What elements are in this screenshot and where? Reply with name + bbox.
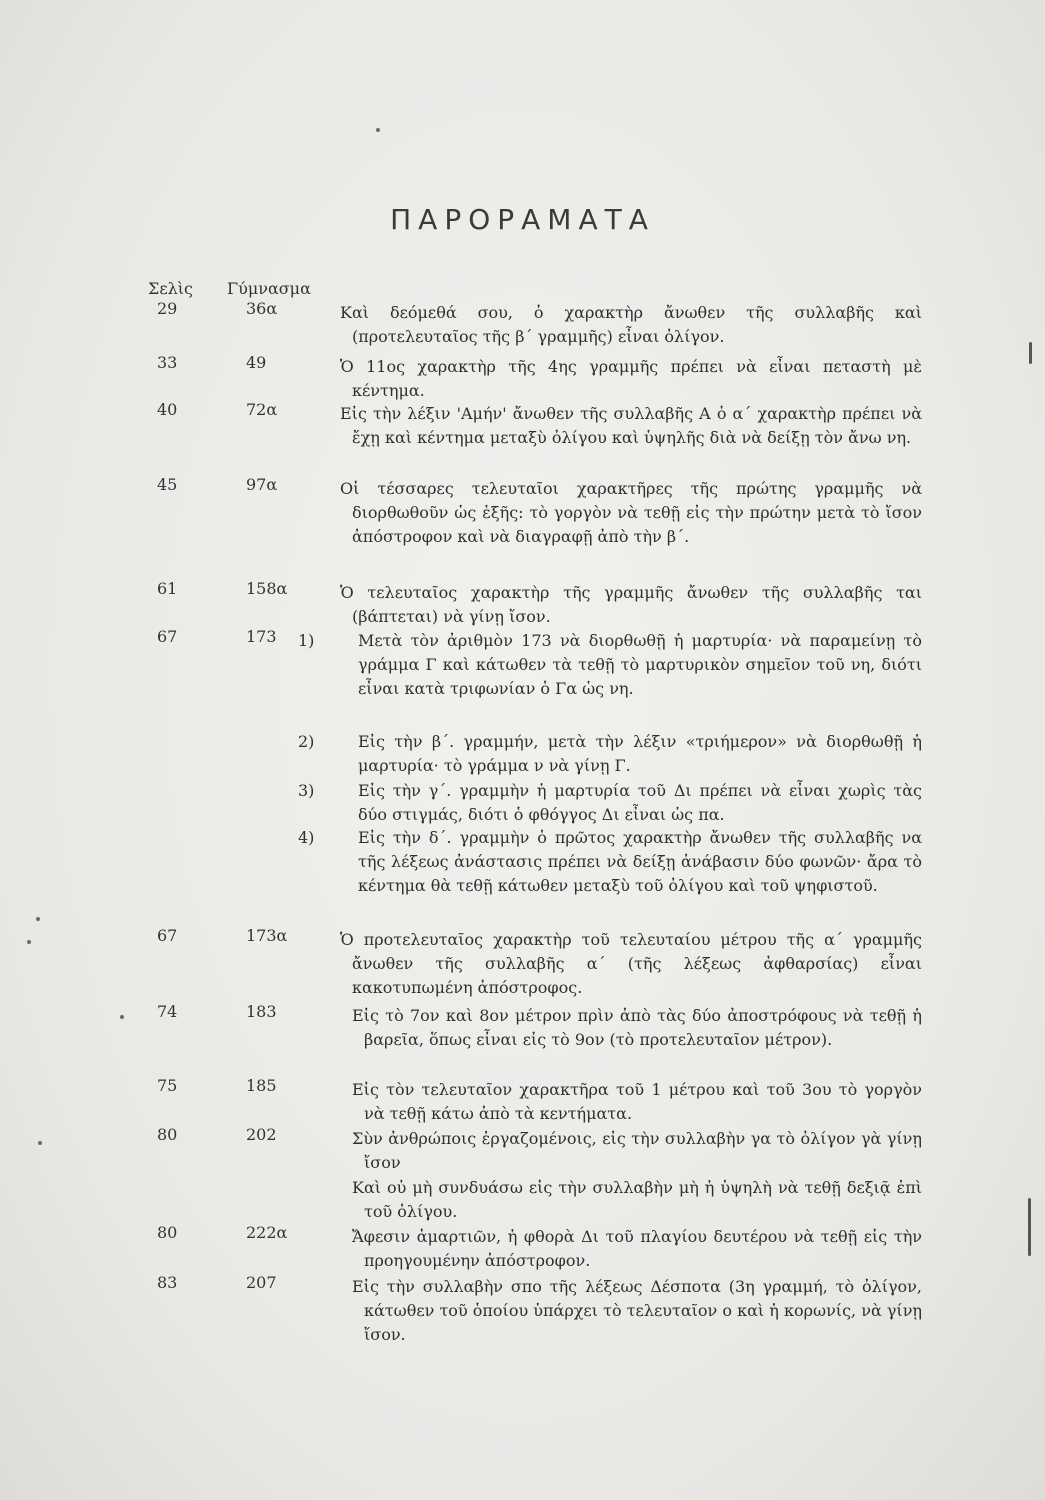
sub-item-text: Μετὰ τὸν ἀριθμὸν 173 νὰ διορθωθῇ ἡ μαρτυρία· νὰ παραμείνῃ τὸ γράμμα Γ καὶ κάτωθεν τὰ τεθῇ τὸ μαρτυρικὸν σημεῖον τοῦ νη, διότι εἶναι κατὰ τριφωνίαν ὁ Γα ὡς νη. [358,631,922,698]
entry-exercise-number: 222α [246,1223,288,1242]
entry-text: Εἰς τὸν τελευταῖον χαρακτῆρα τοῦ 1 μέτρου καὶ τοῦ 3ου τὸ γοργὸν νὰ τεθῇ κάτω ἀπὸ τὰ κεντήματα. [352,1080,922,1123]
entry-page-number: 80 [157,1125,178,1144]
scan-speck [120,1015,124,1019]
entry-text: Ὁ τελευταῖος χαρακτὴρ τῆς γραμμῆς ἄνωθεν τῆς συλλαβῆς ται (βάπτεται) νὰ γίνῃ ἴσον. [340,583,922,626]
entry-page-number: 75 [157,1076,178,1095]
scan-mark [1029,342,1032,364]
column-header-exercise: Γύμνασμα [227,279,311,298]
entry-text: Ἄφεσιν ἁμαρτιῶν, ἡ φθορὰ Δι τοῦ πλαγίου δευτέρου νὰ τεθῇ εἰς τὴν προηγουμένην ἀπόστροφον. [352,1227,922,1270]
entry-text: Σὺν ἀνθρώποις ἐργαζομένοις, εἰς τὴν συλλαβὴν γα τὸ ὀλίγον γὰ γίνῃ ἴσον [352,1129,922,1172]
entry-page-number: 74 [157,1002,178,1021]
sub-item-text: Εἰς τὴν δ΄. γραμμὴν ὁ πρῶτος χαρακτὴρ ἄνωθεν τῆς συλλαβῆς να τῆς λέξεως ἀνάστασις πρέπει νὰ δείξῃ ἀνάβασιν δύο φωνῶν· ἄρα τὸ κέντημα θὰ τεθῇ κάτωθεν μεταξὺ τοῦ ὀλίγου καὶ τοῦ ψηφιστοῦ. [358,828,922,895]
sub-item-text: Εἰς τὴν γ΄. γραμμὴν ἡ μαρτυρία τοῦ Δι πρέπει νὰ εἶναι χωρὶς τὰς δύο στιγμάς, διότι ὁ φθόγγος Δι εἶναι ὡς πα. [358,781,922,824]
entry-exercise-number: 183 [246,1002,277,1021]
scan-speck [27,940,31,944]
scan-speck [36,917,40,921]
scan-speck [38,1141,42,1145]
entry-page-number: 40 [157,400,178,419]
entry-page-number: 29 [157,299,178,318]
entry-exercise-number: 36α [246,299,278,318]
scan-mark [1028,1198,1031,1256]
scan-speck [376,128,380,132]
entry-text: Εἰς τὴν λέξιν 'Αμήν' ἄνωθεν τῆς συλλαβῆς Α ὁ α΄ χαρακτὴρ πρέπει νὰ ἔχῃ καὶ κέντημα μεταξὺ ὀλίγου καὶ ὑψηλῆς διὰ νὰ δείξῃ τὸν ἄνω νη. [340,404,922,447]
entry-page-number: 33 [157,353,178,372]
entry-exercise-number: 72α [246,400,278,419]
sub-item-label: 1) [298,631,315,650]
entry-text: Ὁ 11ος χαρακτὴρ τῆς 4ης γραμμῆς πρέπει νὰ εἶναι πεταστὴ μὲ κέντημα. [340,357,922,400]
entry-sub-item [298,730,922,778]
column-header-page: Σελὶς [148,279,193,298]
sub-item-text: Εἰς τὴν β΄. γραμμήν, μετὰ τὴν λέξιν «τριήμερον» νὰ διορθωθῇ ἡ μαρτυρία· τὸ γράμμα ν νὰ γίνῃ Γ. [358,732,922,775]
entry-text: Εἰς τὴν συλλαβὴν σπο τῆς λέξεως Δέσποτα (3η γραμμή, τὸ ὀλίγον, κάτωθεν τοῦ ὁποίου ὑπάρχει τὸ τελευταῖον ο καὶ ἡ κορωνίς, νὰ γίνῃ ἴσον. [352,1277,922,1344]
entry-page-number: 45 [157,475,178,494]
page-title: ΠΑΡΟΡΑΜΑΤΑ [390,203,655,236]
sub-item-label: 2) [298,732,315,751]
entry-text: Καὶ δεόμεθά σου, ὁ χαρακτὴρ ἄνωθεν τῆς συλλαβῆς καὶ (προτελευταῖος τῆς β΄ γραμμῆς) εἶναι ὀλίγον. [340,303,922,346]
entry-page-number: 80 [157,1223,178,1242]
entry-exercise-number: 97α [246,475,278,494]
entry-text: Εἰς τὸ 7ον καὶ 8ον μέτρον πρὶν ἀπὸ τὰς δύο ἀποστρόφους νὰ τεθῇ ἡ βαρεῖα, ὅπως εἶναι εἰς τὸ 9ον (τὸ προτελευταῖον μέτρον). [352,1006,922,1049]
entry-exercise-number: 158α [246,579,288,598]
entry-text-continued: Καὶ οὐ μὴ συνδυάσω εἰς τὴν συλλαβὴν μὴ ἡ ὑψηλὴ νὰ τεθῇ δεξιᾷ ἐπὶ τοῦ ὀλίγου. [352,1178,922,1221]
entry-page-number: 61 [157,579,178,598]
entry-exercise-number: 207 [246,1273,277,1292]
entry-sub-item [298,779,922,827]
entry-text: Ὁ προτελευταῖος χαρακτὴρ τοῦ τελευταίου μέτρου τῆς α΄ γραμμῆς ἄνωθεν τῆς συλλαβῆς α΄ (τῆς λέξεως ἀφθαρσίας) εἶναι κακοτυπωμένη ἀπόστροφος. [340,930,922,997]
entry-sub-item [298,826,922,897]
entry-page-number: 67 [157,627,178,646]
entry-exercise-number: 185 [246,1076,277,1095]
sub-item-label: 3) [298,781,315,800]
entry-page-number: 83 [157,1273,178,1292]
entry-page-number: 67 [157,926,178,945]
entry-exercise-number: 49 [246,353,267,372]
entry-exercise-number: 173 [246,627,277,646]
entry-sub-item [298,629,922,700]
entry-text: Οἱ τέσσαρες τελευταῖοι χαρακτῆρες τῆς πρώτης γραμμῆς νὰ διορθωθοῦν ὡς ἑξῆς: τὸ γοργὸν νὰ τεθῇ εἰς τὴν πρώτην μετὰ τὸ ἴσον ἀπόστροφον καὶ νὰ διαγραφῇ ἀπὸ τὴν β΄. [340,479,922,546]
entry-exercise-number: 202 [246,1125,277,1144]
entry-exercise-number: 173α [246,926,288,945]
sub-item-label: 4) [298,828,315,847]
